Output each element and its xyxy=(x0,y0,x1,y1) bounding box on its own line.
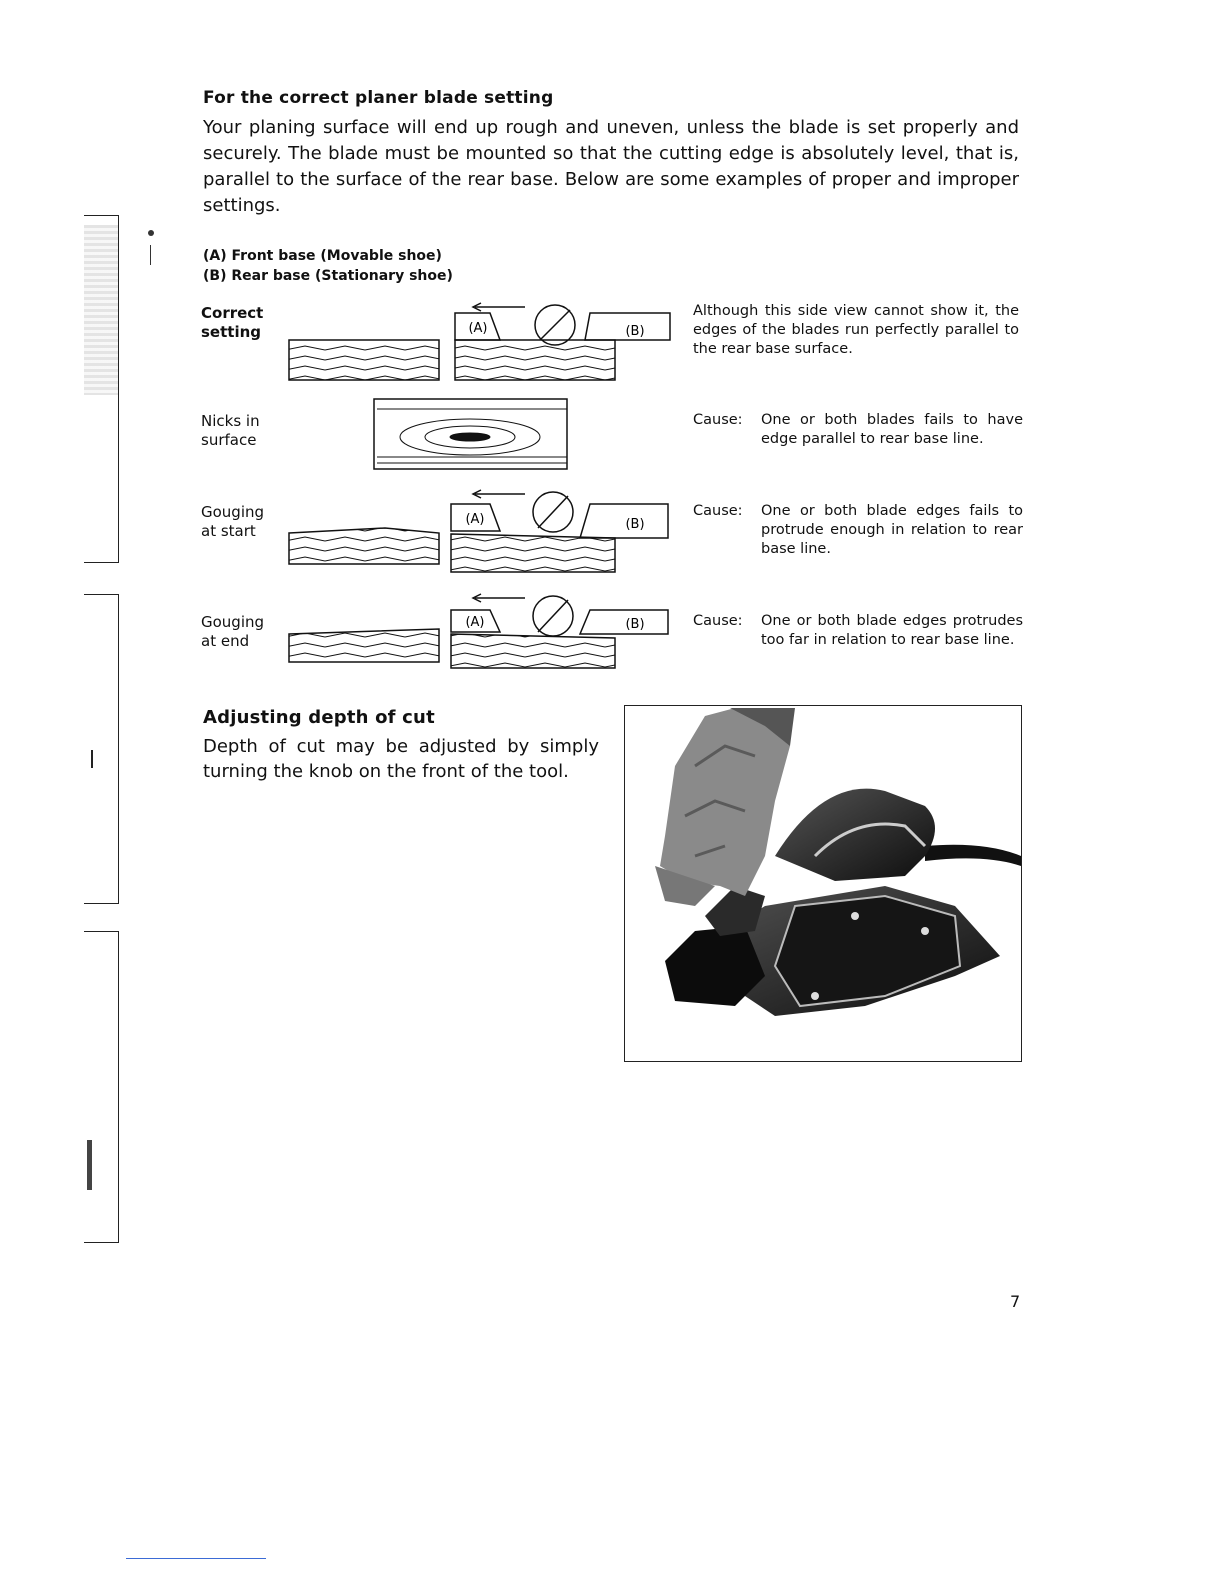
planer-photo xyxy=(624,705,1022,1062)
legend-rear-base: (B) Rear base (Stationary shoe) xyxy=(203,268,453,284)
row-label-nicks: Nicks in surface xyxy=(201,412,260,449)
row-label-gouging-end: Gouging at end xyxy=(201,613,265,650)
legend-front-base: (A) Front base (Movable shoe) xyxy=(203,248,442,264)
label-a: (A) xyxy=(465,615,485,630)
legend xyxy=(203,246,453,286)
label-b: (B) xyxy=(625,517,645,532)
row-label-correct-setting: Correct setting xyxy=(201,304,264,341)
row-description-correct: Although this side view cannot show it, the edges of the blades run perfectly parallel to the rear base surface. xyxy=(693,303,1019,357)
label-a: (A) xyxy=(468,321,488,336)
row-cause-nicks: Cause: One or both blades fails to have edge parallel to rear base line. xyxy=(693,412,1023,447)
label-b: (B) xyxy=(625,324,645,339)
diagram-nicks-in-surface xyxy=(372,397,572,473)
row-cause-gouging-start: Cause: One or both blade edges fails to protrude enough in relation to rear base line. xyxy=(693,503,1023,557)
diagram-gouging-at-end xyxy=(285,582,685,672)
section-heading-blade-setting: For the correct planer blade setting xyxy=(203,88,554,108)
row-cause-gouging-end: Cause: One or both blade edges protrudes too far in relation to rear base line. xyxy=(693,613,1023,648)
diagram-correct-setting xyxy=(285,285,685,385)
page-number: 7 xyxy=(1010,1292,1021,1311)
intro-paragraph: Your planing surface will end up rough and uneven, unless the blade is set properly and securely. The blade must be mounted so that the cutting edge is absolutely level, that is, parallel to the surface of the rear base. Below are some examples of proper and improper settings. xyxy=(203,117,1019,216)
depth-paragraph: Depth of cut may be adjusted by simply turning the knob on the front of the tool. xyxy=(203,736,599,782)
scan-margin-artifacts xyxy=(0,0,160,1584)
row-label-gouging-start: Gouging at start xyxy=(201,503,265,540)
section-heading-depth: Adjusting depth of cut xyxy=(203,707,435,728)
label-a: (A) xyxy=(465,512,485,527)
footer-rule xyxy=(126,1558,266,1559)
label-b: (B) xyxy=(625,617,645,632)
diagram-gouging-at-start xyxy=(285,476,685,576)
